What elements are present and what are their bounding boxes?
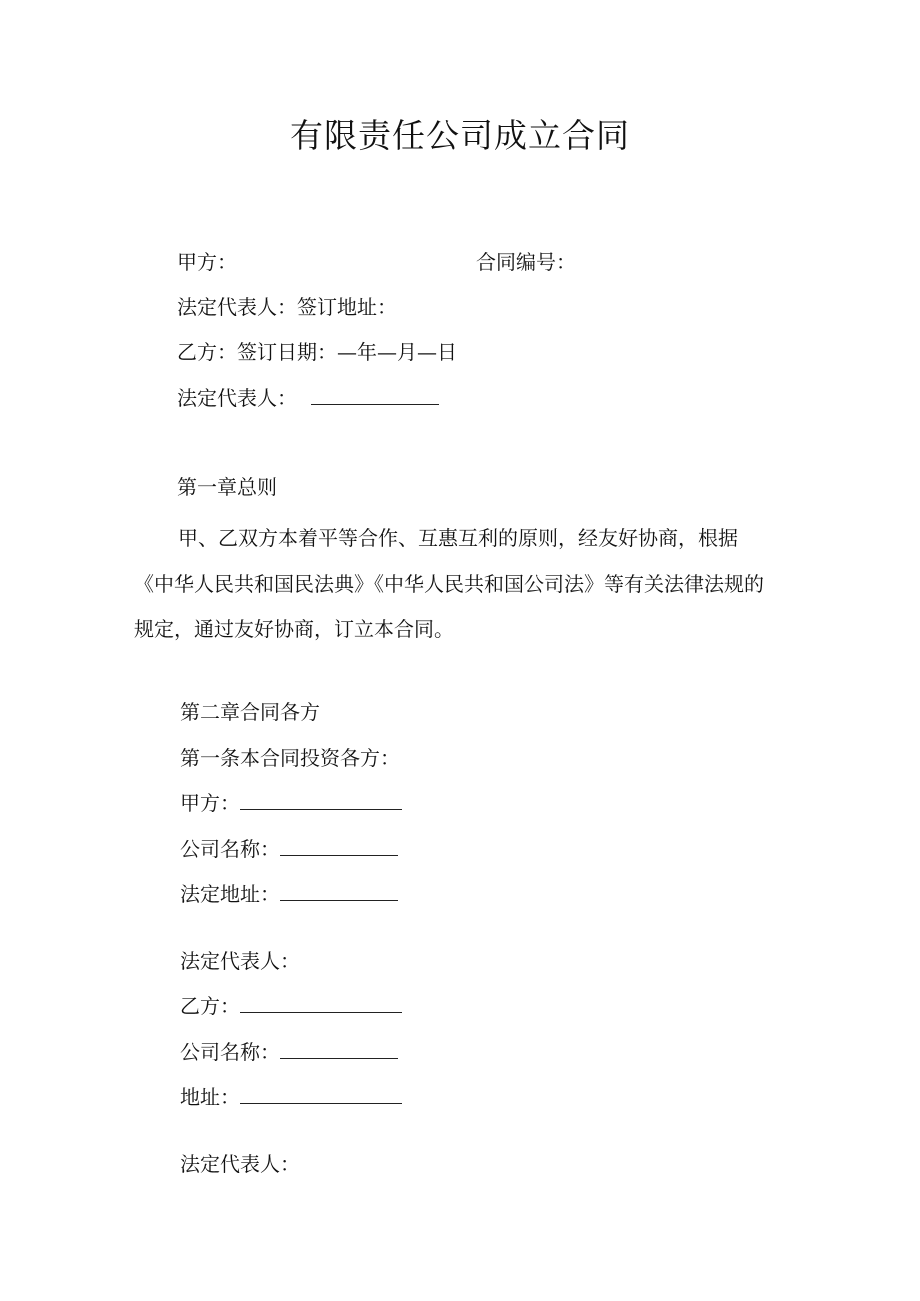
document-title: 有限责任公司成立合同: [290, 116, 630, 155]
party-b-address-blank: [240, 1085, 402, 1104]
party-a-company-blank: [280, 837, 398, 856]
chapter1-body: 甲、乙双方本着平等合作、互惠互利的原则，经友好协商，根据《中华人民共和国民法典》《中华人民共和国公司法》等有关法律法规的规定，通过友好协商，订立本合同。: [134, 526, 764, 641]
party-b-row: [180, 992, 402, 1020]
party-a-label: 甲方：: [177, 250, 237, 274]
party-b-company-label: 公司名称：: [180, 1040, 280, 1064]
party-b-sign-date: 乙方：签订日期：—年—月—日: [177, 340, 457, 364]
party-a-company-row: [180, 835, 398, 863]
party-b-address-label: 地址：: [180, 1085, 240, 1109]
party-a-address-row: [180, 880, 398, 908]
legal-rep-label: 法定代表人：: [177, 386, 297, 410]
party-b-company-row: [180, 1038, 398, 1066]
legal-rep-sign-place: 法定代表人：签订地址：: [177, 295, 397, 319]
party-a-row: [180, 789, 402, 817]
article1-text: 第一条本合同投资各方：: [180, 746, 400, 770]
party-a-name-label: 甲方：: [180, 791, 240, 815]
chapter1-heading: 第一章总则: [177, 475, 277, 499]
party-b-name-label: 乙方：: [180, 994, 240, 1018]
party-b-legal-rep: 法定代表人：: [180, 1152, 300, 1176]
party-b-company-blank: [280, 1040, 398, 1059]
contract-number-label: 合同编号：: [476, 250, 576, 274]
party-a-legal-rep: 法定代表人：: [180, 949, 300, 973]
legal-rep-row: [177, 384, 439, 412]
party-a-address-blank: [280, 882, 398, 901]
legal-rep-blank: [311, 386, 439, 405]
party-b-address-row: [180, 1083, 402, 1111]
chapter2-heading: 第二章合同各方: [180, 700, 320, 724]
party-b-blank: [240, 994, 402, 1013]
party-a-company-label: 公司名称：: [180, 837, 280, 861]
party-a-address-label: 法定地址：: [180, 882, 280, 906]
party-a-blank: [240, 791, 402, 810]
